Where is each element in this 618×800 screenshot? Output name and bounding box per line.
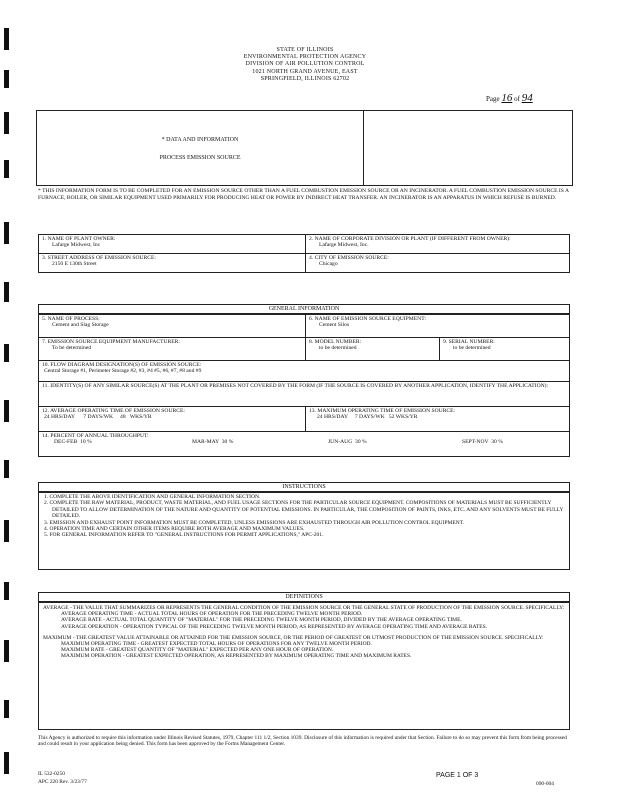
binder-mark <box>4 160 9 178</box>
title-box <box>36 110 573 186</box>
avg-hrs-value: 24 <box>44 414 50 421</box>
field-flow-diagram[interactable]: 10. FLOW DIAGRAM DESIGNATION(S) OF EMISSION SOURCE: Central Storage #1, Perimeter Storage #2, #3, #4 #5, #6, #7, #8 and #9 <box>38 360 570 382</box>
field-label: IDENTITY(S) OF ANY SIMILAR SOURCE(S) AT THE PLANT OR PREMISES NOT COVERED BY THE FORM (IF THE SOURCE IS COVERED BY ANOTHER APPLICATION, IDENTIFY THE APPLICATION): <box>50 383 549 389</box>
field-street-address[interactable]: 3. STREET ADDRESS OF EMISSION SOURCE: 2150 E 130th Street <box>38 253 306 273</box>
agency-header <box>140 47 470 83</box>
binder-mark <box>4 640 9 662</box>
agency-division: DIVISION OF AIR POLLUTION CONTROL <box>245 61 365 68</box>
instruction-item: 5. FOR GENERAL INFORMATION REFER TO "GENERAL INSTRUCTIONS FOR PERMIT APPLICATIONS," APC-201. <box>44 532 324 539</box>
q1-value: 10 <box>80 439 86 446</box>
max-days-value: 7 <box>354 414 358 421</box>
binder-mark <box>4 460 9 478</box>
avg-days-unit: DAYS/WK <box>87 414 114 421</box>
field-label: CITY OF EMISSION SOURCE: <box>314 255 389 261</box>
avg-wks-unit: WKS/YR <box>129 414 152 421</box>
field-label: NAME OF CORPORATE DIVISION OR PLANT (IF DIFFERENT FROM OWNER): <box>314 236 511 242</box>
def-average: AVERAGE - THE VALUE THAT SUMMARIZES OR REPRESENTS THE GENERAL CONDITION OF THE EMISSION SOURCE OR THE GENERAL STATE OF PRODUCTION OF THE EMISSION SOURCE. SPECIFICALLY: <box>43 605 565 611</box>
def-maximum-operating-time: MAXIMUM OPERATING TIME - GREATEST EXPECTED TOTAL HOURS OF OPERATIONS FOR ANY TWELVE MONTH PERIOD. <box>61 641 372 648</box>
field-label: NAME OF EMISSION SOURCE EQUIPMENT: <box>314 316 426 322</box>
instruction-item: 1. COMPLETE THE ABOVE IDENTIFICATION AND GENERAL INFORMATION SECTION. <box>44 494 261 500</box>
field-value: Lafarge Midwest, Inc <box>52 242 101 249</box>
page-current: 16 <box>501 92 513 104</box>
field-value: Lafarge Midwest, Inc. <box>319 242 369 249</box>
q4-value: 30 <box>491 439 497 446</box>
field-label: EMISSION SOURCE EQUIPMENT MANUFACTURER: <box>47 339 180 345</box>
field-label: SERIAL NUMBER: <box>448 339 495 345</box>
field-value: Cement Silos <box>319 322 349 329</box>
field-manufacturer[interactable]: 7. EMISSION SOURCE EQUIPMENT MANUFACTURER: To be determined <box>38 337 306 361</box>
form-title-line1: * DATA AND INFORMATION <box>161 137 239 143</box>
field-maximum-operating-time[interactable]: 13. MAXIMUM OPERATING TIME OF EMISSION SOURCE: 24 HRS/DAY 7 DAYS/WK 52 WKS/YR <box>305 406 570 432</box>
form-code: IL 532-0250 <box>38 771 65 777</box>
field-value: Chicago <box>319 261 338 268</box>
field-label: FLOW DIAGRAM DESIGNATION(S) OF EMISSION SOURCE: <box>50 362 202 368</box>
binder-mark <box>4 582 9 600</box>
field-model-number[interactable]: 8. MODEL NUMBER: to be determined <box>305 337 440 361</box>
max-days-unit: DAYS/WK <box>359 414 385 421</box>
instructions-title: INSTRUCTIONS <box>38 482 570 492</box>
field-serial-number[interactable]: 9. SERIAL NUMBER: to be determined <box>439 337 570 361</box>
page-label: Page <box>486 95 500 103</box>
field-value: To be determined <box>52 345 92 352</box>
field-label: MAXIMUM OPERATING TIME OF EMISSION SOURCE: <box>317 408 456 414</box>
agency-state: STATE OF ILLINOIS <box>276 47 334 53</box>
field-label: NAME OF PLANT OWNER: <box>47 236 116 242</box>
binder-mark <box>4 28 9 50</box>
field-process-name[interactable]: 5. NAME OF PROCESS: Cement and Slag Storage <box>38 314 306 338</box>
disclosure-text: This Agency is authorized to require this information under Illinois Revised Statutes, 1979, Chapter 111 1/2, Section 1039. Disclosure of this information is required under that Section. Failure to do so may prevent this form from being processed and could result in your application being denied. This form has been approved by the Forms Management Center. <box>38 735 567 748</box>
instruction-item: 3. EMISSION AND EXHAUST POINT INFORMATION MUST BE COMPLETED, UNLESS EMISSIONS ARE EXHAUSTED THROUGH AIR POLLUTION CONTROL EQUIPMENT. <box>44 519 465 526</box>
binder-mark <box>4 700 9 718</box>
binder-mark <box>4 752 9 774</box>
q2-value: 30 <box>221 439 228 446</box>
field-value: to be determined <box>453 345 491 352</box>
agency-street: 1021 NORTH GRAND AVENUE, EAST <box>252 68 358 75</box>
field-label: NAME OF PROCESS: <box>47 316 100 322</box>
q3-value: 30 <box>355 439 361 446</box>
binder-mark <box>4 70 9 88</box>
page-footer: PAGE 1 OF 3 <box>436 772 479 779</box>
q2-label: MAR-MAY <box>192 439 219 446</box>
binder-mark <box>4 222 9 244</box>
field-value: Cement and Slag Storage <box>52 322 109 329</box>
field-corporate-division[interactable]: 2. NAME OF CORPORATE DIVISION OR PLANT (IF DIFFERENT FROM OWNER): Lafarge Midwest, Inc. <box>305 234 570 254</box>
instructions-list <box>38 494 570 539</box>
max-hrs-value: 24 <box>317 414 323 421</box>
field-annual-throughput[interactable]: 14. PERCENT OF ANNUAL THROUGHPUT: DEC-FEB 10 % MAR-MAY 30 % JUN-AUG 30 % SEPT-NOV 30 % <box>38 431 570 457</box>
q3-label: JUN-AUG <box>328 439 353 446</box>
general-info-title: GENERAL INFORMATION <box>38 304 570 314</box>
definitions-box <box>38 602 570 730</box>
def-maximum-operation: MAXIMUM OPERATION - GREATEST EXPECTED OPERATION, AS REPRESENTED BY MAXIMUM OPERATING TIME AND MAXIMUM RATES. <box>61 653 412 660</box>
field-label: PERCENT OF ANNUAL THROUGHPUT: <box>50 433 149 439</box>
binder-mark <box>4 520 9 542</box>
def-average-operation: AVERAGE OPERATION - OPERATION TYPICAL OF THE PRECEDING TWELVE MONTH PERIOD, AS REPRESENTED BY AVERAGE OPERATING TIME AND AVERAGE RATES. <box>61 623 488 630</box>
agency-city: SPRINGFIELD, ILLINOIS 62702 <box>260 75 350 82</box>
field-label: AVERAGE OPERATING TIME OF EMISSION SOURCE: <box>50 408 185 414</box>
form-title-line2: PROCESS EMISSION SOURCE <box>159 155 241 161</box>
field-similar-sources[interactable]: 11. IDENTITY(S) OF ANY SIMILAR SOURCE(S) AT THE PLANT OR PREMISES NOT COVERED BY THE FORM (IF THE SOURCE IS COVERED BY ANOTHER APPLICATION, IDENTIFY THE APPLICATION): <box>38 381 570 407</box>
intro-note: * THIS INFORMATION FORM IS TO BE COMPLETED FOR AN EMISSION SOURCE OTHER THAN A FUEL COMBUSTION EMISSION SOURCE OR AN INCINERATOR. A FUEL COMBUSTION EMISSION SOURCE IS A FURNACE, BOILER, OR SIMILAR EQUIPMENT USED PRIMARILY FOR PRODUCING HEAT OR POWER BY INDIRECT HEAT TRANSFER. AN INCINERATOR IS AN APPARATUS IN WHICH REFUSE IS BURNED. <box>38 188 569 201</box>
field-value: Central Storage #1, Perimeter Storage #2, #3, #4 #5, #6, #7, #8 and #9 <box>44 368 202 375</box>
avg-hrs-unit: HRS/DAY <box>51 414 75 421</box>
max-wks-value: 52 <box>388 414 395 421</box>
agency-name: ENVIRONMENTAL PROTECTION AGENCY <box>243 54 367 61</box>
max-hrs-unit: HRS/DAY <box>324 414 348 421</box>
field-value: 2150 E 130th Street <box>52 261 97 268</box>
doc-code: 090-004 <box>536 781 554 787</box>
field-label: MODEL NUMBER: <box>314 339 362 345</box>
avg-days-value: 7 <box>83 414 87 421</box>
page-of-label: of <box>514 95 520 103</box>
binder-mark <box>4 112 9 134</box>
page-total: 94 <box>521 92 533 104</box>
page-number <box>486 92 533 104</box>
def-average-rate: AVERAGE RATE - ACTUAL TOTAL QUANTITY OF "MATERIAL" FOR THE PRECEDING TWELVE MONTH PERIOD, DIVIDED BY THE AVERAGE OPERATING TIME. <box>61 617 462 624</box>
binder-mark <box>4 344 9 362</box>
def-maximum-rate: MAXIMUM RATE - GREATEST QUANTITY OF "MATERIAL" EXPECTED PER ANY ONE HOUR OF OPERATION. <box>61 647 334 654</box>
def-average-operating-time: AVERAGE OPERATING TIME - ACTUAL TOTAL HOURS OF OPERATION FOR THE PRECEDING TWELVE MONTH PERIOD. <box>61 611 363 618</box>
max-wks-unit: WKS/YR <box>395 414 418 421</box>
instruction-item: 4. OPERATION TIME AND CERTAIN OTHER ITEMS REQUIRE BOTH AVERAGE AND MAXIMUM VALUES. <box>44 526 305 533</box>
q1-label: DEC-FEB <box>54 439 78 446</box>
def-maximum: MAXIMUM - THE GREATEST VALUE ATTAINABLE OR ATTAINED FOR THE EMISSION SOURCE, OR THE PERIOD OF GREATEST OR UTMOST PRODUCTION OF THE EMISSION SOURCE. SPECIFICALLY: <box>43 634 544 641</box>
q4-label: SEPT-NOV <box>462 439 489 446</box>
field-value: to be determined <box>319 345 357 352</box>
field-city[interactable]: 4. CITY OF EMISSION SOURCE: Chicago <box>305 253 570 273</box>
form-revision: APC 220 Rev. 3/23/77 <box>38 779 87 785</box>
field-label: STREET ADDRESS OF EMISSION SOURCE: <box>47 255 156 261</box>
field-source-equipment[interactable]: 6. NAME OF EMISSION SOURCE EQUIPMENT: Cement Silos <box>305 314 570 338</box>
binder-mark <box>4 282 9 302</box>
instruction-item: 2. COMPLETE THE RAW MATERIAL, PRODUCT, WASTE MATERIAL, AND FUEL USAGE SECTIONS FOR THE PARTICULAR SOURCE EQUIPMENT. COMPOSITIONS OF MATERIALS MUST BE SUFFICIENTLY DETAILED TO ALLOW DETERMINATION OF THE NATURE AND QUANTITY OF POTENTIAL EMISSIONS. IN PARTICULAR, THE COMPOSITION OF PAINTS, INKS, ETC. AND ANY SOLVENTS MUST BE FULLY DETAILED. <box>44 500 564 520</box>
field-average-operating-time[interactable]: 12. AVERAGE OPERATING TIME OF EMISSION SOURCE: 24 HRS/DAY 7 DAYS/WK 48 WKS/YR <box>38 406 306 432</box>
definitions-title: DEFINITIONS <box>38 592 570 602</box>
binder-mark <box>4 400 9 422</box>
field-plant-owner[interactable]: 1. NAME OF PLANT OWNER: Lafarge Midwest, Inc <box>38 234 306 254</box>
avg-wks-value: 48 <box>120 414 126 421</box>
